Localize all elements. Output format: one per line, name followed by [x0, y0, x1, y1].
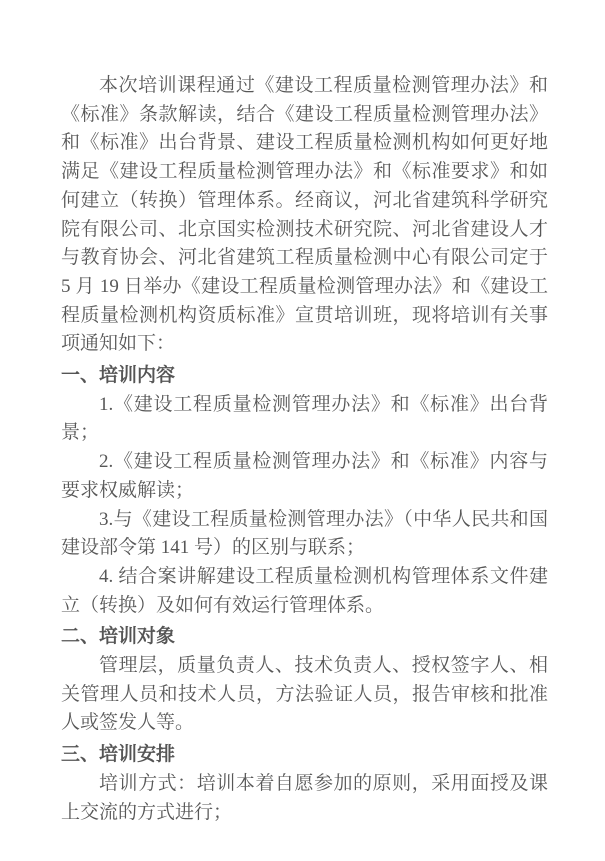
section-heading-training-content: 一、培训内容 [61, 365, 176, 387]
intro-paragraph: 本次培训课程通过《建设工程质量检测管理办法》和《标准》条款解读，结合《建设工程质量检测管理办法》和《标准》出台背景、建设工程质量检测机构如何更好地满足《建设工程质量检测管理办法》和《标准要求》和如何建立（转换）管理体系。经商议，河北省建筑科学研究院有限公司、北京国实检测技术研究院、河北省建设人才与教育协会、河北省建筑工程质量检测中心有限公司定于 5 月 19 日举办《建设工程质量检测管理办法》和《建设工程质量检测机构资质标准》宣贯培训班，现将培训有关事项通知如下： [61, 75, 548, 355]
training-content-item-1: 1.《建设工程质量检测管理办法》和《标准》出台背景； [61, 393, 548, 444]
training-content-item-2: 2.《建设工程质量检测管理办法》和《标准》内容与要求权威解读； [61, 451, 548, 501]
training-content-item-4: 4. 结合案讲解建设工程质量检测机构管理体系文件建立（转换）及如何有效运行管理体系。 [61, 565, 548, 616]
section-heading-training-arrangement: 三、培训安排 [61, 744, 176, 766]
training-arrangement-paragraph: 培训方式：培训本着自愿参加的原则，采用面授及课上交流的方式进行； [61, 772, 548, 823]
training-content-item-3: 3.与《建设工程质量检测管理办法》（中华人民共和国建设部令第 141 号）的区别与联系； [61, 508, 548, 559]
section-heading-training-audience: 二、培训对象 [61, 626, 176, 648]
training-audience-paragraph: 管理层，质量负责人、技术负责人、授权签字人、相关管理人员和技术人员，方法验证人员，报告审核和批准人或签发人等。 [61, 655, 548, 734]
document-body [61, 72, 548, 827]
